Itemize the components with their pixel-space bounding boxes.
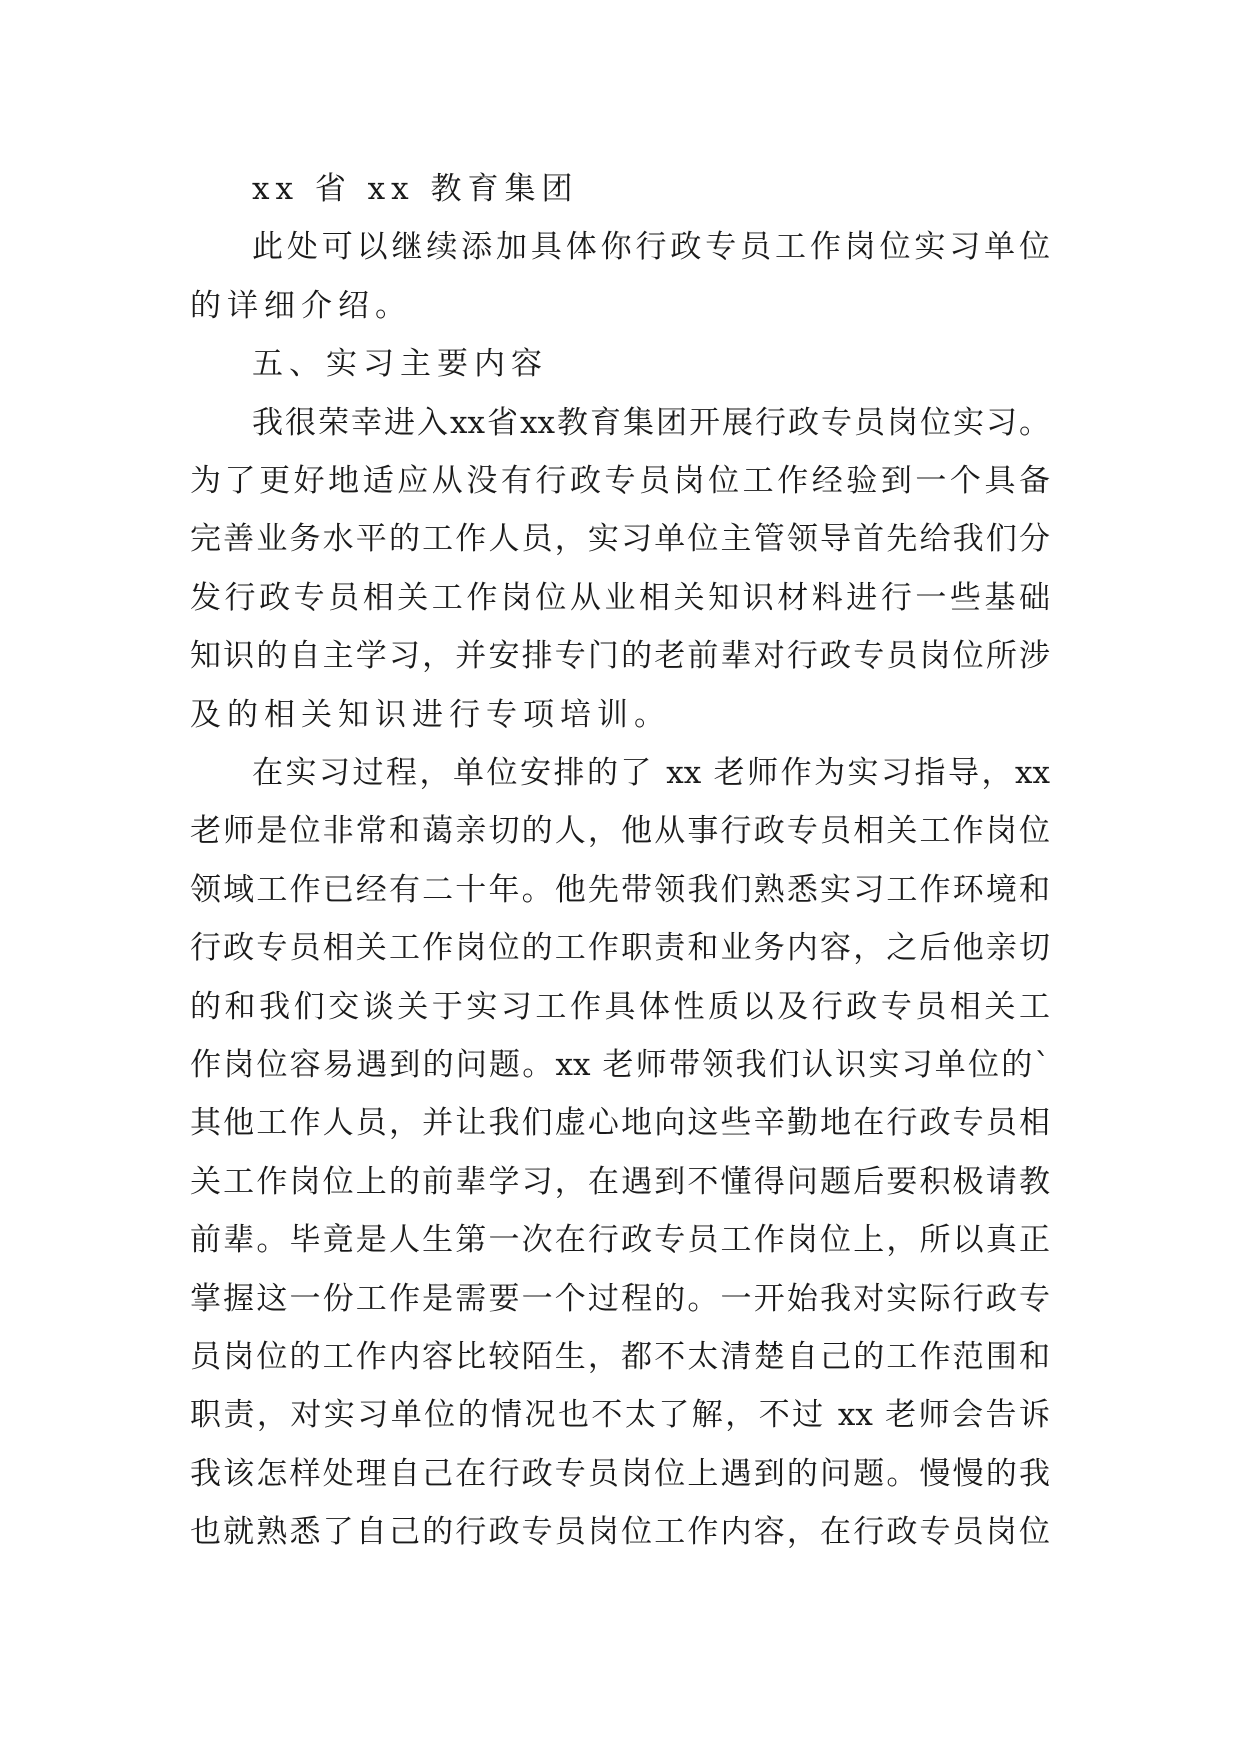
paragraph-line: 的和我们交谈关于实习工作具体性质以及行政专员相关工	[190, 989, 1050, 1025]
paragraph-line: 前辈。毕竟是人生第一次在行政专员工作岗位上，所以真正	[190, 1222, 1050, 1258]
paragraph-line: 职责，对实习单位的情况也不太了解，不过 xx 老师会告诉	[190, 1397, 1050, 1433]
paragraph-line: 完善业务水平的工作人员，实习单位主管领导首先给我们分	[190, 521, 1050, 557]
paragraph-line: 我很荣幸进入xx省xx教育集团开展行政专员岗位实习。	[252, 405, 1050, 441]
paragraph-line: 知识的自主学习，并安排专门的老前辈对行政专员岗位所涉	[190, 638, 1050, 674]
org-name-line: xx 省 xx 教育集团	[252, 171, 579, 207]
paragraph-line: 员岗位的工作内容比较陌生，都不太清楚自己的工作范围和	[190, 1339, 1050, 1375]
paragraph-line: 其他工作人员，并让我们虚心地向这些辛勤地在行政专员相	[190, 1105, 1050, 1141]
paragraph-line: 作岗位容易遇到的问题。xx 老师带领我们认识实习单位的`	[190, 1047, 1050, 1083]
paragraph-line: 此处可以继续添加具体你行政专员工作岗位实习单位	[252, 229, 1050, 265]
paragraph-line: 掌握这一份工作是需要一个过程的。一开始我对实际行政专	[190, 1281, 1050, 1317]
paragraph-line: 为了更好地适应从没有行政专员岗位工作经验到一个具备	[190, 463, 1050, 499]
paragraph-line: 发行政专员相关工作岗位从业相关知识材料进行一些基础	[190, 580, 1050, 616]
paragraph-line: 及的相关知识进行专项培训。	[190, 697, 671, 733]
paragraph-line: 也就熟悉了自己的行政专员岗位工作内容，在行政专员岗位	[190, 1514, 1050, 1550]
paragraph-line: 在实习过程，单位安排的了 xx 老师作为实习指导，xx	[252, 755, 1050, 791]
paragraph-line: 关工作岗位上的前辈学习，在遇到不懂得问题后要积极请教	[190, 1164, 1050, 1200]
paragraph-line: 我该怎样处理自己在行政专员岗位上遇到的问题。慢慢的我	[190, 1456, 1050, 1492]
paragraph-line: 老师是位非常和蔼亲切的人，他从事行政专员相关工作岗位	[190, 813, 1050, 849]
paragraph-line: 领域工作已经有二十年。他先带领我们熟悉实习工作环境和	[190, 872, 1050, 908]
paragraph-line: 行政专员相关工作岗位的工作职责和业务内容，之后他亲切	[190, 930, 1050, 966]
paragraph-line: 的详细介绍。	[190, 288, 412, 324]
section-heading: 五、实习主要内容	[252, 346, 548, 382]
